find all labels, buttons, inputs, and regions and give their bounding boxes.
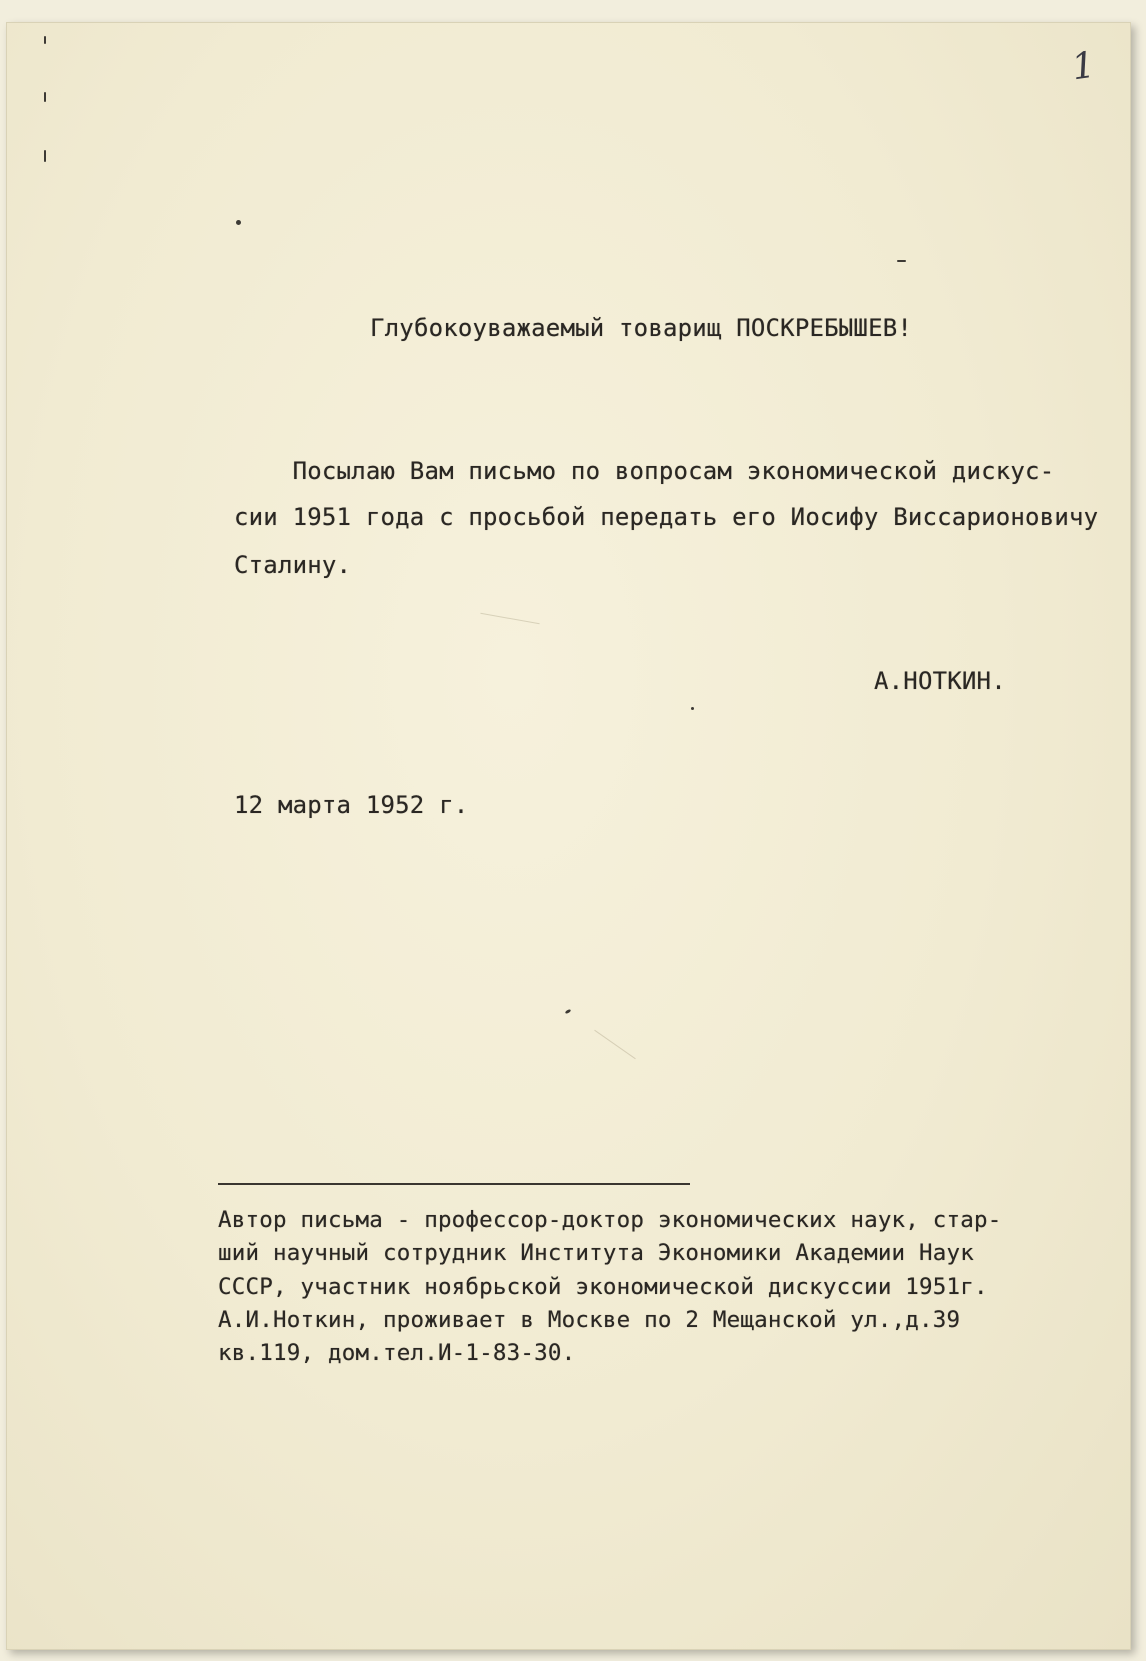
paper-speck: [44, 150, 46, 162]
signature: А.НОТКИН.: [874, 667, 1006, 695]
paper-speck: [236, 220, 241, 225]
page-number: 1: [1069, 44, 1098, 89]
body-line-3: Сталину.: [234, 551, 352, 579]
footnote-line-1: Автор письма - профессор-доктор экономических наук, стар-: [218, 1207, 1002, 1233]
document-page: [6, 22, 1131, 1650]
paper-speck: [44, 92, 46, 102]
salutation: Глубокоуважаемый товарищ ПОСКРЕБЫШЕВ!: [370, 314, 913, 342]
footnote-line-4: А.И.Ноткин, проживает в Москве по 2 Мещанской ул.,д.39: [218, 1307, 961, 1333]
footnote-line-5: кв.119, дом.тел.И-1-83-30.: [218, 1340, 576, 1366]
footnote-line-2: ший научный сотрудник Института Экономики Академии Наук: [218, 1240, 975, 1266]
paper-speck: [44, 36, 46, 44]
body-line-1: Посылаю Вам письмо по вопросам экономической дискус-: [234, 457, 1055, 485]
body-line-2: сии 1951 года с просьбой передать его Иосифу Виссарионовичу: [234, 503, 1099, 531]
date: 12 марта 1952 г.: [234, 791, 469, 819]
footnote-line-3: СССР, участник ноябрьской экономической дискуссии 1951г.: [218, 1274, 988, 1300]
footnote-divider: [218, 1183, 690, 1185]
paper-speck: [897, 260, 906, 262]
paper-speck: [691, 707, 694, 710]
